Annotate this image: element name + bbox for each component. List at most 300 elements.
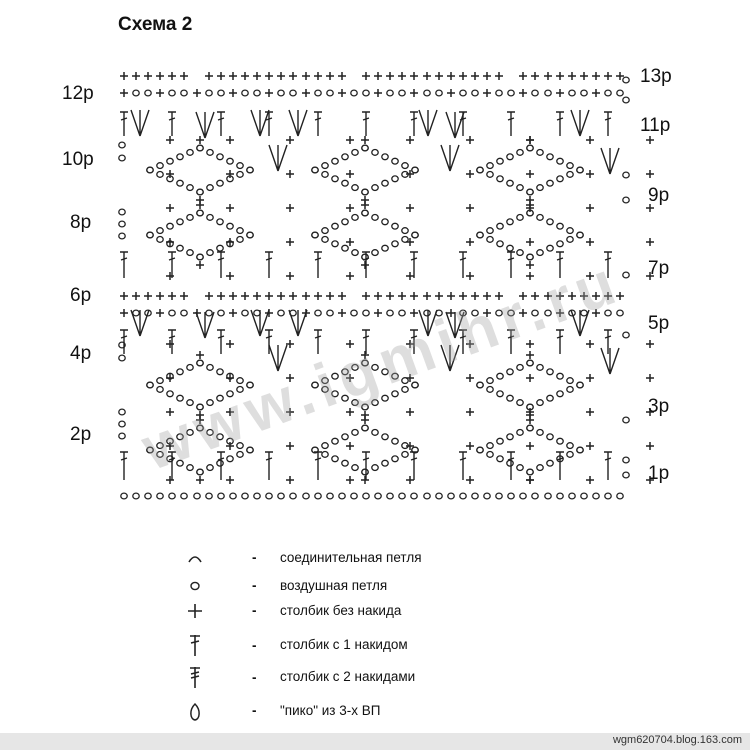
chain-symbol <box>119 155 125 161</box>
chain-symbol <box>197 360 203 366</box>
chain-symbol <box>507 154 513 160</box>
chain-symbol <box>169 90 175 96</box>
single-crochet-symbol <box>466 272 474 280</box>
single-crochet-symbol <box>592 89 600 97</box>
single-crochet-symbol <box>466 170 474 178</box>
chain-symbol <box>392 158 398 164</box>
chain-symbol <box>507 369 513 375</box>
chain-symbol <box>623 77 629 83</box>
chain-symbol <box>382 154 388 160</box>
double-crochet-symbol <box>168 252 176 278</box>
double-crochet-symbol <box>556 112 564 136</box>
single-crochet-symbol <box>526 136 534 144</box>
chain-symbol <box>351 90 357 96</box>
single-crochet-symbol <box>302 89 310 97</box>
chain-symbol <box>177 369 183 375</box>
shell-symbol <box>571 110 589 136</box>
chain-symbol <box>567 452 573 458</box>
single-crochet-symbol <box>586 238 594 246</box>
single-crochet-symbol <box>289 72 297 80</box>
chain-symbol <box>497 438 503 444</box>
chain-symbol <box>532 90 538 96</box>
chain-symbol <box>157 378 163 384</box>
legend-dash: - <box>252 578 257 593</box>
double-crochet-symbol <box>459 452 467 480</box>
single-crochet-symbol <box>286 340 294 348</box>
chain-symbol <box>177 219 183 225</box>
single-crochet-symbol <box>471 72 479 80</box>
chain-symbol <box>312 167 318 173</box>
chain-symbol <box>167 223 173 229</box>
single-crochet-symbol <box>302 72 310 80</box>
chain-symbol <box>187 150 193 156</box>
single-crochet-symbol <box>423 292 431 300</box>
chain-symbol <box>517 365 523 371</box>
chain-symbol <box>194 493 200 499</box>
double-crochet-symbol <box>120 112 128 136</box>
chain-symbol <box>362 189 368 195</box>
chain-symbol <box>527 189 533 195</box>
treble-crochet-icon <box>180 664 210 690</box>
single-crochet-symbol <box>406 408 414 416</box>
chain-symbol <box>157 172 163 178</box>
chain-symbol <box>477 167 483 173</box>
single-crochet-symbol <box>586 204 594 212</box>
single-crochet-symbol <box>386 72 394 80</box>
chain-symbol <box>623 197 629 203</box>
chain-symbol <box>547 245 553 251</box>
chain-symbol <box>520 493 526 499</box>
chain-symbol <box>382 460 388 466</box>
chain-symbol <box>362 469 368 475</box>
single-crochet-symbol <box>168 72 176 80</box>
chain-symbol <box>315 310 321 316</box>
single-crochet-symbol <box>229 309 237 317</box>
single-crochet-symbol <box>646 374 654 382</box>
chain-symbol <box>197 210 203 216</box>
chain-symbol <box>322 237 328 243</box>
chain-symbol <box>605 493 611 499</box>
chain-symbol <box>577 447 583 453</box>
single-crochet-symbol <box>196 136 204 144</box>
chain-symbol <box>507 219 513 225</box>
chain-symbol <box>387 310 393 316</box>
single-crochet-symbol <box>586 340 594 348</box>
chain-symbol <box>177 180 183 186</box>
chain-symbol <box>567 443 573 449</box>
single-crochet-symbol <box>326 72 334 80</box>
chain-symbol <box>617 90 623 96</box>
footer-url: wgm620704.blog.163.com <box>612 734 742 746</box>
single-crochet-symbol <box>156 292 164 300</box>
chain-symbol <box>557 373 563 379</box>
chain-symbol <box>352 150 358 156</box>
chain-symbol <box>507 245 513 251</box>
chain-symbol <box>497 158 503 164</box>
chain-symbol <box>567 378 573 384</box>
chain-symbol <box>372 430 378 436</box>
chain-symbol <box>545 493 551 499</box>
chain-symbol <box>547 154 553 160</box>
legend-double-crochet <box>180 632 500 654</box>
chain-symbol <box>157 387 163 393</box>
shell-symbol <box>289 110 307 136</box>
single-crochet-symbol <box>229 292 237 300</box>
legend-treble-crochet <box>180 664 500 686</box>
single-crochet-symbol <box>226 204 234 212</box>
chain-symbol <box>362 210 368 216</box>
single-crochet-symbol <box>346 476 354 484</box>
chain-symbol <box>207 365 213 371</box>
double-crochet-symbol <box>314 452 322 480</box>
chain-symbol <box>352 250 358 256</box>
single-crochet-symbol <box>286 272 294 280</box>
row-label-12: 12р <box>62 83 94 104</box>
chain-symbol <box>424 90 430 96</box>
single-crochet-symbol <box>205 292 213 300</box>
single-crochet-symbol <box>544 72 552 80</box>
single-crochet-symbol <box>466 374 474 382</box>
chain-symbol <box>399 90 405 96</box>
legend-picot <box>180 701 500 723</box>
legend-chain <box>180 576 500 598</box>
single-crochet-symbol <box>338 309 346 317</box>
single-crochet-symbol <box>526 238 534 246</box>
chain-symbol <box>557 223 563 229</box>
legend-dash: - <box>252 603 257 618</box>
double-crochet-symbol <box>217 330 225 354</box>
chain-symbol <box>387 493 393 499</box>
double-crochet-symbol <box>265 112 273 136</box>
single-crochet-symbol <box>286 136 294 144</box>
chain-symbol <box>342 180 348 186</box>
chain-symbol <box>581 493 587 499</box>
single-crochet-symbol <box>586 476 594 484</box>
single-crochet-symbol <box>526 476 534 484</box>
chain-symbol <box>169 493 175 499</box>
single-crochet-symbol <box>168 292 176 300</box>
single-crochet-symbol <box>314 292 322 300</box>
row-label-9: 9р <box>648 185 670 206</box>
legend-text: воздушная петля <box>280 578 388 593</box>
picot-icon <box>180 701 210 725</box>
legend-single-crochet <box>180 601 500 623</box>
row-label-1: 1р <box>648 463 670 484</box>
legend-text: столбик с 1 накидом <box>280 637 408 652</box>
chain-symbol <box>537 215 543 221</box>
row-label-7: 7р <box>648 258 670 279</box>
single-crochet-symbol <box>586 170 594 178</box>
double-crochet-symbol <box>459 252 467 278</box>
chain-symbol <box>237 228 243 234</box>
double-crochet-symbol <box>265 252 273 278</box>
chain-symbol <box>617 493 623 499</box>
single-crochet-symbol <box>586 374 594 382</box>
single-crochet-symbol <box>519 72 527 80</box>
chain-symbol <box>290 493 296 499</box>
single-crochet-symbol <box>646 238 654 246</box>
chain-symbol <box>424 493 430 499</box>
single-crochet-symbol <box>646 340 654 348</box>
chain-symbol <box>623 457 629 463</box>
chain-symbol <box>557 176 563 182</box>
double-crochet-symbol <box>314 252 322 278</box>
single-crochet-symbol <box>196 476 204 484</box>
chain-symbol <box>352 430 358 436</box>
chain-symbol <box>237 172 243 178</box>
chain-symbol <box>157 163 163 169</box>
chain-symbol <box>362 425 368 431</box>
chain-symbol <box>382 180 388 186</box>
chain-symbol <box>547 219 553 225</box>
chain-symbol <box>392 241 398 247</box>
double-crochet-symbol <box>410 452 418 480</box>
chain-symbol <box>157 493 163 499</box>
chain-symbol <box>372 250 378 256</box>
single-crochet-symbol <box>466 204 474 212</box>
row-label-3: 3р <box>648 396 670 417</box>
chain-symbol <box>227 223 233 229</box>
chain-symbol <box>322 163 328 169</box>
chain-symbol <box>332 176 338 182</box>
chain-symbol <box>507 395 513 401</box>
chain-symbol <box>537 430 543 436</box>
chain-symbol <box>567 237 573 243</box>
chain-symbol <box>197 145 203 151</box>
single-crochet-symbol <box>346 170 354 178</box>
double-crochet-symbol <box>604 330 612 354</box>
shell-symbol <box>289 310 307 336</box>
chain-symbol <box>352 215 358 221</box>
single-crochet-symbol <box>265 89 273 97</box>
chain-symbol <box>402 163 408 169</box>
chain-symbol <box>342 434 348 440</box>
chain-symbol <box>507 180 513 186</box>
chain-symbol <box>537 365 543 371</box>
legend-dash: - <box>252 638 257 653</box>
chain-symbol <box>484 493 490 499</box>
chain-symbol <box>290 90 296 96</box>
single-crochet-symbol <box>466 136 474 144</box>
single-crochet-symbol <box>398 292 406 300</box>
chain-symbol <box>218 493 224 499</box>
chain-symbol <box>436 493 442 499</box>
chain-symbol <box>382 245 388 251</box>
row-label-11: 11р <box>640 115 671 136</box>
chain-symbol <box>392 438 398 444</box>
chain-symbol <box>133 493 139 499</box>
chain-symbol <box>119 142 125 148</box>
chain-symbol <box>577 167 583 173</box>
chain-symbol <box>327 493 333 499</box>
chain-symbol <box>623 472 629 478</box>
single-crochet-symbol <box>362 72 370 80</box>
chain-symbol <box>372 465 378 471</box>
shell-symbol <box>251 110 269 136</box>
single-crochet-symbol <box>361 476 369 484</box>
chain-symbol <box>436 90 442 96</box>
chain-symbol <box>351 310 357 316</box>
double-crochet-symbol <box>217 112 225 136</box>
chain-symbol <box>207 215 213 221</box>
chain-symbol <box>133 310 139 316</box>
slip-stitch-icon <box>180 548 210 570</box>
chain-symbol <box>207 185 213 191</box>
single-crochet-symbol <box>586 136 594 144</box>
chain-symbol <box>363 90 369 96</box>
chain-symbol <box>487 228 493 234</box>
chain-symbol <box>119 409 125 415</box>
chain-symbol <box>352 185 358 191</box>
chain-symbol <box>247 232 253 238</box>
chain-symbol <box>623 417 629 423</box>
legend-text: "пико" из 3-х ВП <box>280 703 381 718</box>
chain-symbol <box>351 493 357 499</box>
single-crochet-symbol <box>526 416 534 424</box>
single-crochet-symbol <box>338 89 346 97</box>
single-crochet-symbol <box>286 238 294 246</box>
chain-symbol <box>242 493 248 499</box>
chain-symbol <box>187 215 193 221</box>
chain-symbol <box>472 90 478 96</box>
chain-symbol <box>508 493 514 499</box>
single-crochet-symbol <box>459 72 467 80</box>
double-crochet-symbol <box>362 452 370 480</box>
single-crochet-symbol <box>196 351 204 359</box>
single-crochet-symbol <box>166 204 174 212</box>
chain-symbol <box>527 360 533 366</box>
single-crochet-symbol <box>229 89 237 97</box>
legend-dash: - <box>252 670 257 685</box>
single-crochet-symbol <box>586 442 594 450</box>
single-crochet-symbol <box>531 72 539 80</box>
chain-symbol <box>197 254 203 260</box>
single-crochet-symbol <box>568 72 576 80</box>
chain-symbol <box>266 493 272 499</box>
chain-symbol <box>532 493 538 499</box>
single-crochet-symbol <box>180 72 188 80</box>
double-crochet-symbol <box>604 452 612 480</box>
single-crochet-symbol <box>156 72 164 80</box>
diagram-title: Схема 2 <box>118 14 193 35</box>
single-crochet-symbol <box>361 201 369 209</box>
chain-symbol <box>412 232 418 238</box>
chain-symbol <box>237 237 243 243</box>
shell-symbol <box>269 145 287 171</box>
single-crochet-symbol <box>556 89 564 97</box>
chain-symbol <box>537 400 543 406</box>
chain-symbol <box>567 387 573 393</box>
chain-symbol <box>332 456 338 462</box>
chain-symbol <box>577 382 583 388</box>
single-crochet-symbol <box>226 340 234 348</box>
watermark: www.igmihr.ru <box>133 247 630 484</box>
chain-symbol <box>332 223 338 229</box>
chain-symbol <box>557 158 563 164</box>
chain-symbol <box>217 245 223 251</box>
chain-symbol <box>303 493 309 499</box>
chain-symbol <box>487 237 493 243</box>
footer-bar <box>0 733 750 750</box>
chain-symbol <box>487 452 493 458</box>
chain-symbol <box>412 167 418 173</box>
single-crochet-symbol <box>646 170 654 178</box>
double-crochet-symbol <box>217 252 225 278</box>
chain-symbol <box>557 493 563 499</box>
shell-symbol <box>131 310 149 336</box>
chain-symbol <box>577 232 583 238</box>
legend-dash: - <box>252 703 257 718</box>
chain-symbol <box>147 382 153 388</box>
chain-symbol <box>460 493 466 499</box>
chain-symbol <box>460 90 466 96</box>
chain-symbol <box>527 254 533 260</box>
chain-symbol <box>593 493 599 499</box>
chain-symbol <box>547 434 553 440</box>
single-crochet-symbol <box>580 72 588 80</box>
shell-symbol <box>441 145 459 171</box>
chain-symbol <box>372 215 378 221</box>
chain-symbol <box>217 180 223 186</box>
chain-symbol <box>167 158 173 164</box>
chain-symbol <box>169 310 175 316</box>
chain-symbol <box>327 90 333 96</box>
chain-symbol <box>472 493 478 499</box>
chain-symbol <box>119 355 125 361</box>
single-crochet-symbol <box>120 89 128 97</box>
chain-symbol <box>567 172 573 178</box>
single-crochet-symbol <box>226 272 234 280</box>
chain-symbol <box>322 228 328 234</box>
chain-symbol <box>623 97 629 103</box>
chain-symbol <box>322 172 328 178</box>
row-label-10: 10р <box>62 149 94 170</box>
chain-symbol <box>278 90 284 96</box>
double-crochet-symbol <box>120 452 128 480</box>
double-crochet-symbol <box>362 112 370 136</box>
chain-symbol <box>497 373 503 379</box>
chain-symbol <box>487 172 493 178</box>
row-label-6: 6р <box>70 285 92 306</box>
chain-symbol <box>167 391 173 397</box>
chain-symbol <box>392 223 398 229</box>
single-crochet-symbol <box>120 292 128 300</box>
chain-symbol <box>507 460 513 466</box>
chain-symbol <box>545 90 551 96</box>
chain-symbol <box>177 154 183 160</box>
single-crochet-symbol <box>338 292 346 300</box>
chain-symbol <box>206 493 212 499</box>
chain-symbol <box>278 493 284 499</box>
single-crochet-symbol <box>526 374 534 382</box>
chain-symbol <box>254 310 260 316</box>
chain-symbol <box>557 241 563 247</box>
chain-symbol <box>623 172 629 178</box>
chain-symbol <box>517 400 523 406</box>
chain-symbol <box>517 430 523 436</box>
chain-symbol <box>119 209 125 215</box>
chain-symbol <box>387 90 393 96</box>
single-crochet-icon <box>180 601 210 623</box>
single-crochet-symbol <box>286 204 294 212</box>
single-crochet-symbol <box>526 170 534 178</box>
legend-text: столбик без накида <box>280 603 402 618</box>
single-crochet-symbol <box>166 272 174 280</box>
single-crochet-symbol <box>217 292 225 300</box>
single-crochet-symbol <box>120 72 128 80</box>
chain-symbol <box>197 189 203 195</box>
single-crochet-symbol <box>646 136 654 144</box>
